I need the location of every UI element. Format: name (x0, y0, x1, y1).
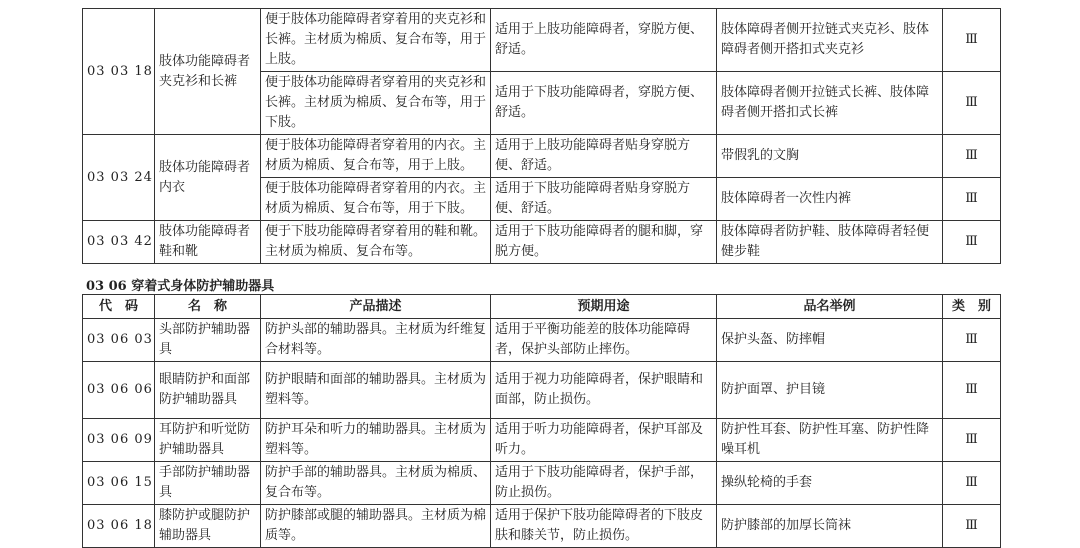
item-name: 头部防护辅助器具 (155, 319, 261, 362)
intended-use: 适用于平衡功能差的肢体功能障碍者，保护头部防止摔伤。 (491, 319, 717, 362)
product-example: 防护面罩、护目镜 (717, 362, 943, 419)
item-code: 03 03 42 (83, 221, 155, 264)
table-row (83, 135, 1001, 178)
product-example: 保护头盔、防摔帽 (717, 319, 943, 362)
intended-use: 适用于上肢功能障碍者贴身穿脱方便、舒适。 (491, 135, 717, 178)
upper-table (82, 8, 1001, 264)
header-intended-use: 预期用途 (491, 295, 717, 319)
device-class: Ⅲ (943, 419, 1001, 462)
device-class: Ⅲ (943, 72, 1001, 135)
item-code: 03 03 24 (83, 135, 155, 221)
product-description: 防护头部的辅助器具。主材质为纤维复合材料等。 (261, 319, 491, 362)
intended-use: 适用于下肢功能障碍者贴身穿脱方便、舒适。 (491, 178, 717, 221)
product-example: 肢体障碍者防护鞋、肢体障碍者轻便健步鞋 (717, 221, 943, 264)
product-description: 便于肢体功能障碍者穿着用的内衣。主材质为棉质、复合布等，用于下肢。 (261, 178, 491, 221)
product-example: 肢体障碍者一次性内裤 (717, 178, 943, 221)
device-class: Ⅲ (943, 221, 1001, 264)
device-class: Ⅲ (943, 319, 1001, 362)
header-code: 代 码 (83, 295, 155, 319)
product-description: 防护眼睛和面部的辅助器具。主材质为塑料等。 (261, 362, 491, 419)
header-name: 名 称 (155, 295, 261, 319)
table-row (83, 362, 1001, 419)
device-class: Ⅲ (943, 178, 1001, 221)
product-description: 防护膝部或腿的辅助器具。主材质为棉质等。 (261, 505, 491, 548)
item-code: 03 06 06 (83, 362, 155, 419)
header-description: 产品描述 (261, 295, 491, 319)
item-code: 03 06 03 (83, 319, 155, 362)
intended-use: 适用于上肢功能障碍者，穿脱方便、舒适。 (491, 9, 717, 72)
table-row (83, 462, 1001, 505)
table-row (83, 9, 1001, 72)
table-row (83, 319, 1001, 362)
header-class: 类 别 (943, 295, 1001, 319)
intended-use: 适用于下肢功能障碍者，穿脱方便、舒适。 (491, 72, 717, 135)
device-class: Ⅲ (943, 9, 1001, 72)
item-name: 肢体功能障碍者鞋和靴 (155, 221, 261, 264)
item-name: 手部防护辅助器具 (155, 462, 261, 505)
intended-use: 适用于下肢功能障碍者，保护手部，防止损伤。 (491, 462, 717, 505)
product-example: 肢体障碍者侧开拉链式夹克衫、肢体障碍者侧开搭扣式夹克衫 (717, 9, 943, 72)
table-row (83, 419, 1001, 462)
item-name: 肢体功能障碍者夹克衫和长裤 (155, 9, 261, 135)
item-name: 眼睛防护和面部防护辅助器具 (155, 362, 261, 419)
product-example: 防护性耳套、防护性耳塞、防护性降噪耳机 (717, 419, 943, 462)
intended-use: 适用于下肢功能障碍者的腿和脚，穿脱方便。 (491, 221, 717, 264)
item-name: 肢体功能障碍者内衣 (155, 135, 261, 221)
device-class: Ⅲ (943, 135, 1001, 178)
item-code: 03 06 18 (83, 505, 155, 548)
item-code: 03 06 15 (83, 462, 155, 505)
product-example: 操纵轮椅的手套 (717, 462, 943, 505)
lower-table (82, 294, 1001, 548)
device-class: Ⅲ (943, 505, 1001, 548)
product-description: 便于下肢功能障碍者穿着用的鞋和靴。主材质为棉质、复合布等。 (261, 221, 491, 264)
intended-use: 适用于听力功能障碍者，保护耳部及听力。 (491, 419, 717, 462)
intended-use: 适用于视力功能障碍者，保护眼睛和面部，防止损伤。 (491, 362, 717, 419)
device-class: Ⅲ (943, 462, 1001, 505)
product-example: 防护膝部的加厚长筒袜 (717, 505, 943, 548)
product-example: 带假乳的文胸 (717, 135, 943, 178)
intended-use: 适用于保护下肢功能障碍者的下肢皮肤和膝关节，防止损伤。 (491, 505, 717, 548)
section-title: 03 06 穿着式身体防护辅助器具 (86, 279, 275, 294)
device-class: Ⅲ (943, 362, 1001, 419)
item-name: 耳防护和听觉防护辅助器具 (155, 419, 261, 462)
item-code: 03 06 09 (83, 419, 155, 462)
table-row (83, 505, 1001, 548)
product-example: 肢体障碍者侧开拉链式长裤、肢体障碍者侧开搭扣式长裤 (717, 72, 943, 135)
product-description: 便于肢体功能障碍者穿着用的内衣。主材质为棉质、复合布等，用于上肢。 (261, 135, 491, 178)
product-description: 便于肢体功能障碍者穿着用的夹克衫和长裤。主材质为棉质、复合布等，用于下肢。 (261, 72, 491, 135)
header-example: 品名举例 (717, 295, 943, 319)
item-name: 膝防护或腿防护辅助器具 (155, 505, 261, 548)
product-description: 便于肢体功能障碍者穿着用的夹克衫和长裤。主材质为棉质、复合布等，用于上肢。 (261, 9, 491, 72)
item-code: 03 03 18 (83, 9, 155, 135)
table-header-row (83, 295, 1001, 319)
table-row (83, 221, 1001, 264)
product-description: 防护手部的辅助器具。主材质为棉质、复合布等。 (261, 462, 491, 505)
product-description: 防护耳朵和听力的辅助器具。主材质为塑料等。 (261, 419, 491, 462)
